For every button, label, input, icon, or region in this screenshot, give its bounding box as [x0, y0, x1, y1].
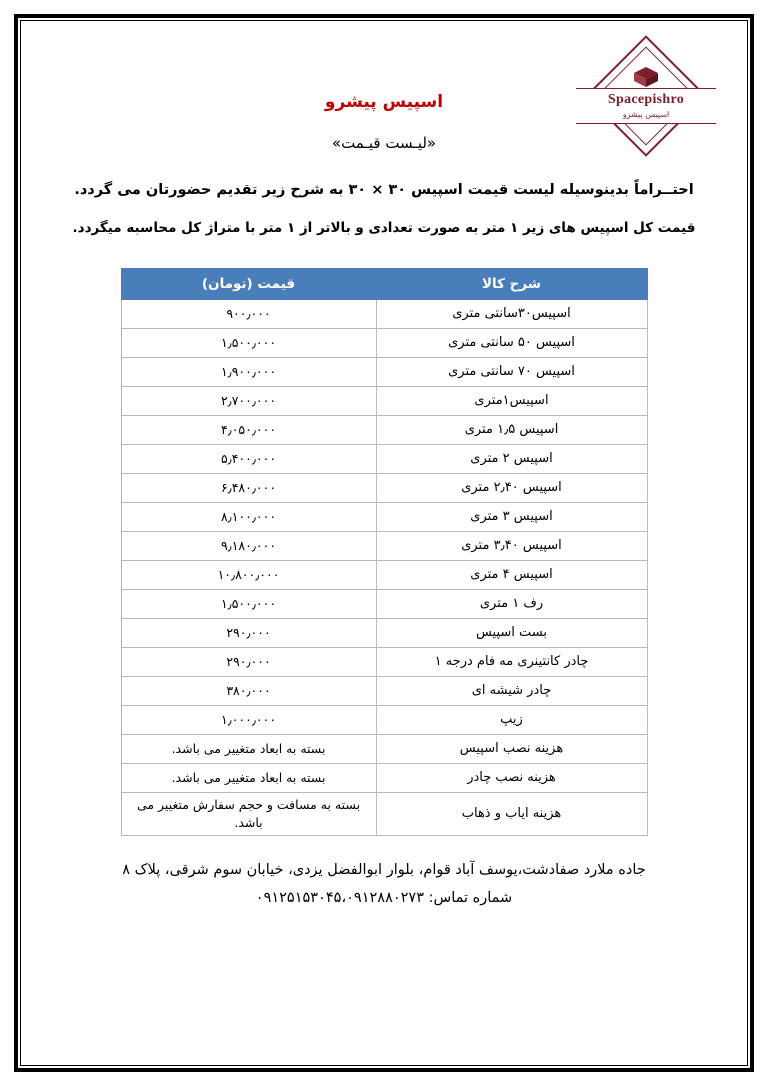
cell-description: بست اسپیس [376, 619, 647, 648]
footer-address: جاده ملارد صفادشت،یوسف آباد قوام، بلوار ابوالفضل یزدی، خیابان سوم شرقی، پلاک ۸ [122, 862, 646, 879]
table-row [121, 677, 647, 706]
cell-description: اسپیس ۵۰ سانتی متری [376, 329, 647, 358]
table-row [121, 706, 647, 735]
cell-price: ۸٫۱۰۰٫۰۰۰ [121, 503, 376, 532]
table-row [121, 300, 647, 329]
table-row [121, 474, 647, 503]
cell-description: هزینه نصب اسپیس [376, 735, 647, 764]
cell-description: چادر شیشه ای [376, 677, 647, 706]
cell-price: ۵٫۴۰۰٫۰۰۰ [121, 445, 376, 474]
column-header-price: قیمت (تومان) [121, 269, 376, 300]
table-row [121, 532, 647, 561]
table-row [121, 358, 647, 387]
cell-description: اسپیس ۲٫۴۰ متری [376, 474, 647, 503]
cell-price: بسته به ابعاد متغییر می باشد. [121, 735, 376, 764]
cell-description: اسپیس ۱٫۵ متری [376, 416, 647, 445]
cell-price: ۲٫۷۰۰٫۰۰۰ [121, 387, 376, 416]
table-row [121, 503, 647, 532]
cell-description: چادر کانتینری مه فام درجه ۱ [376, 648, 647, 677]
cell-description: هزینه ایاب و ذهاب [376, 793, 647, 836]
cell-price: ۱٫۵۰۰٫۰۰۰ [121, 329, 376, 358]
cell-price: ۹۰۰٫۰۰۰ [121, 300, 376, 329]
table-row [121, 445, 647, 474]
table-row [121, 735, 647, 764]
cell-price: ۳۸۰٫۰۰۰ [121, 677, 376, 706]
cell-description: اسپیس ۷۰ سانتی متری [376, 358, 647, 387]
cell-price: ۲۹۰٫۰۰۰ [121, 648, 376, 677]
cell-price: ۴٫۰۵۰٫۰۰۰ [121, 416, 376, 445]
table-row [121, 561, 647, 590]
table-row [121, 416, 647, 445]
column-header-description: شرح کالا [376, 269, 647, 300]
footer-phone: شماره تماس: ۰۹۱۲۵۱۵۳۰۴۵،۰۹۱۲۸۸۰۲۷۳ [255, 890, 513, 907]
price-table-body [121, 300, 647, 836]
cell-price: ۶٫۴۸۰٫۰۰۰ [121, 474, 376, 503]
footer [52, 862, 716, 906]
table-row [121, 793, 647, 836]
cell-description: اسپیس۳۰سانتی متری [376, 300, 647, 329]
table-row [121, 329, 647, 358]
cell-description: اسپیس ۳٫۴۰ متری [376, 532, 647, 561]
page-content [28, 28, 740, 1058]
cell-price: ۱٫۰۰۰٫۰۰۰ [121, 706, 376, 735]
logo-brand-latin: Spacepishro [607, 92, 685, 107]
cell-description: رف ۱ متری [376, 590, 647, 619]
price-table-head [121, 269, 647, 300]
cell-description: اسپیس ۲ متری [376, 445, 647, 474]
company-logo [576, 46, 716, 146]
cell-description: اسپیس ۳ متری [376, 503, 647, 532]
table-header-row [121, 269, 647, 300]
table-row [121, 590, 647, 619]
table-row [121, 387, 647, 416]
price-table [121, 268, 648, 836]
cell-description: اسپیس۱متری [376, 387, 647, 416]
table-row [121, 619, 647, 648]
cell-price: ۱٫۹۰۰٫۰۰۰ [121, 358, 376, 387]
cell-price: بسته به مسافت و حجم سفارش متغییر می باشد. [121, 793, 376, 836]
cell-price: بسته به ابعاد متغییر می باشد. [121, 764, 376, 793]
intro-line-2: قیمت کل اسپیس های زیر ۱ متر به صورت تعدادی و بالاتر از ۱ متر با متراژ کل محاسبه میگردد. [72, 220, 696, 236]
cell-description: اسپیس ۴ متری [376, 561, 647, 590]
cell-price: ۹٫۱۸۰٫۰۰۰ [121, 532, 376, 561]
cell-description: زیپ [376, 706, 647, 735]
logo-brand-fa: اسپیس پیشرو [622, 110, 670, 119]
page-subtitle: «لیـست قیـمت» [331, 134, 437, 152]
cell-price: ۱٫۵۰۰٫۰۰۰ [121, 590, 376, 619]
intro-line-1: احتــراماً بدینوسیله لیست قیمت اسپیس ۳۰ × ۳۰ به شرح زیر تقدیم حضورتان می گردد. [74, 182, 694, 198]
cell-description: هزینه نصب چادر [376, 764, 647, 793]
cell-price: ۲۹۰٫۰۰۰ [121, 619, 376, 648]
page-title: اسپیس پیشرو [324, 92, 444, 112]
cube-icon [633, 66, 659, 88]
table-row [121, 648, 647, 677]
cell-price: ۱۰٫۸۰۰٫۰۰۰ [121, 561, 376, 590]
table-row [121, 764, 647, 793]
